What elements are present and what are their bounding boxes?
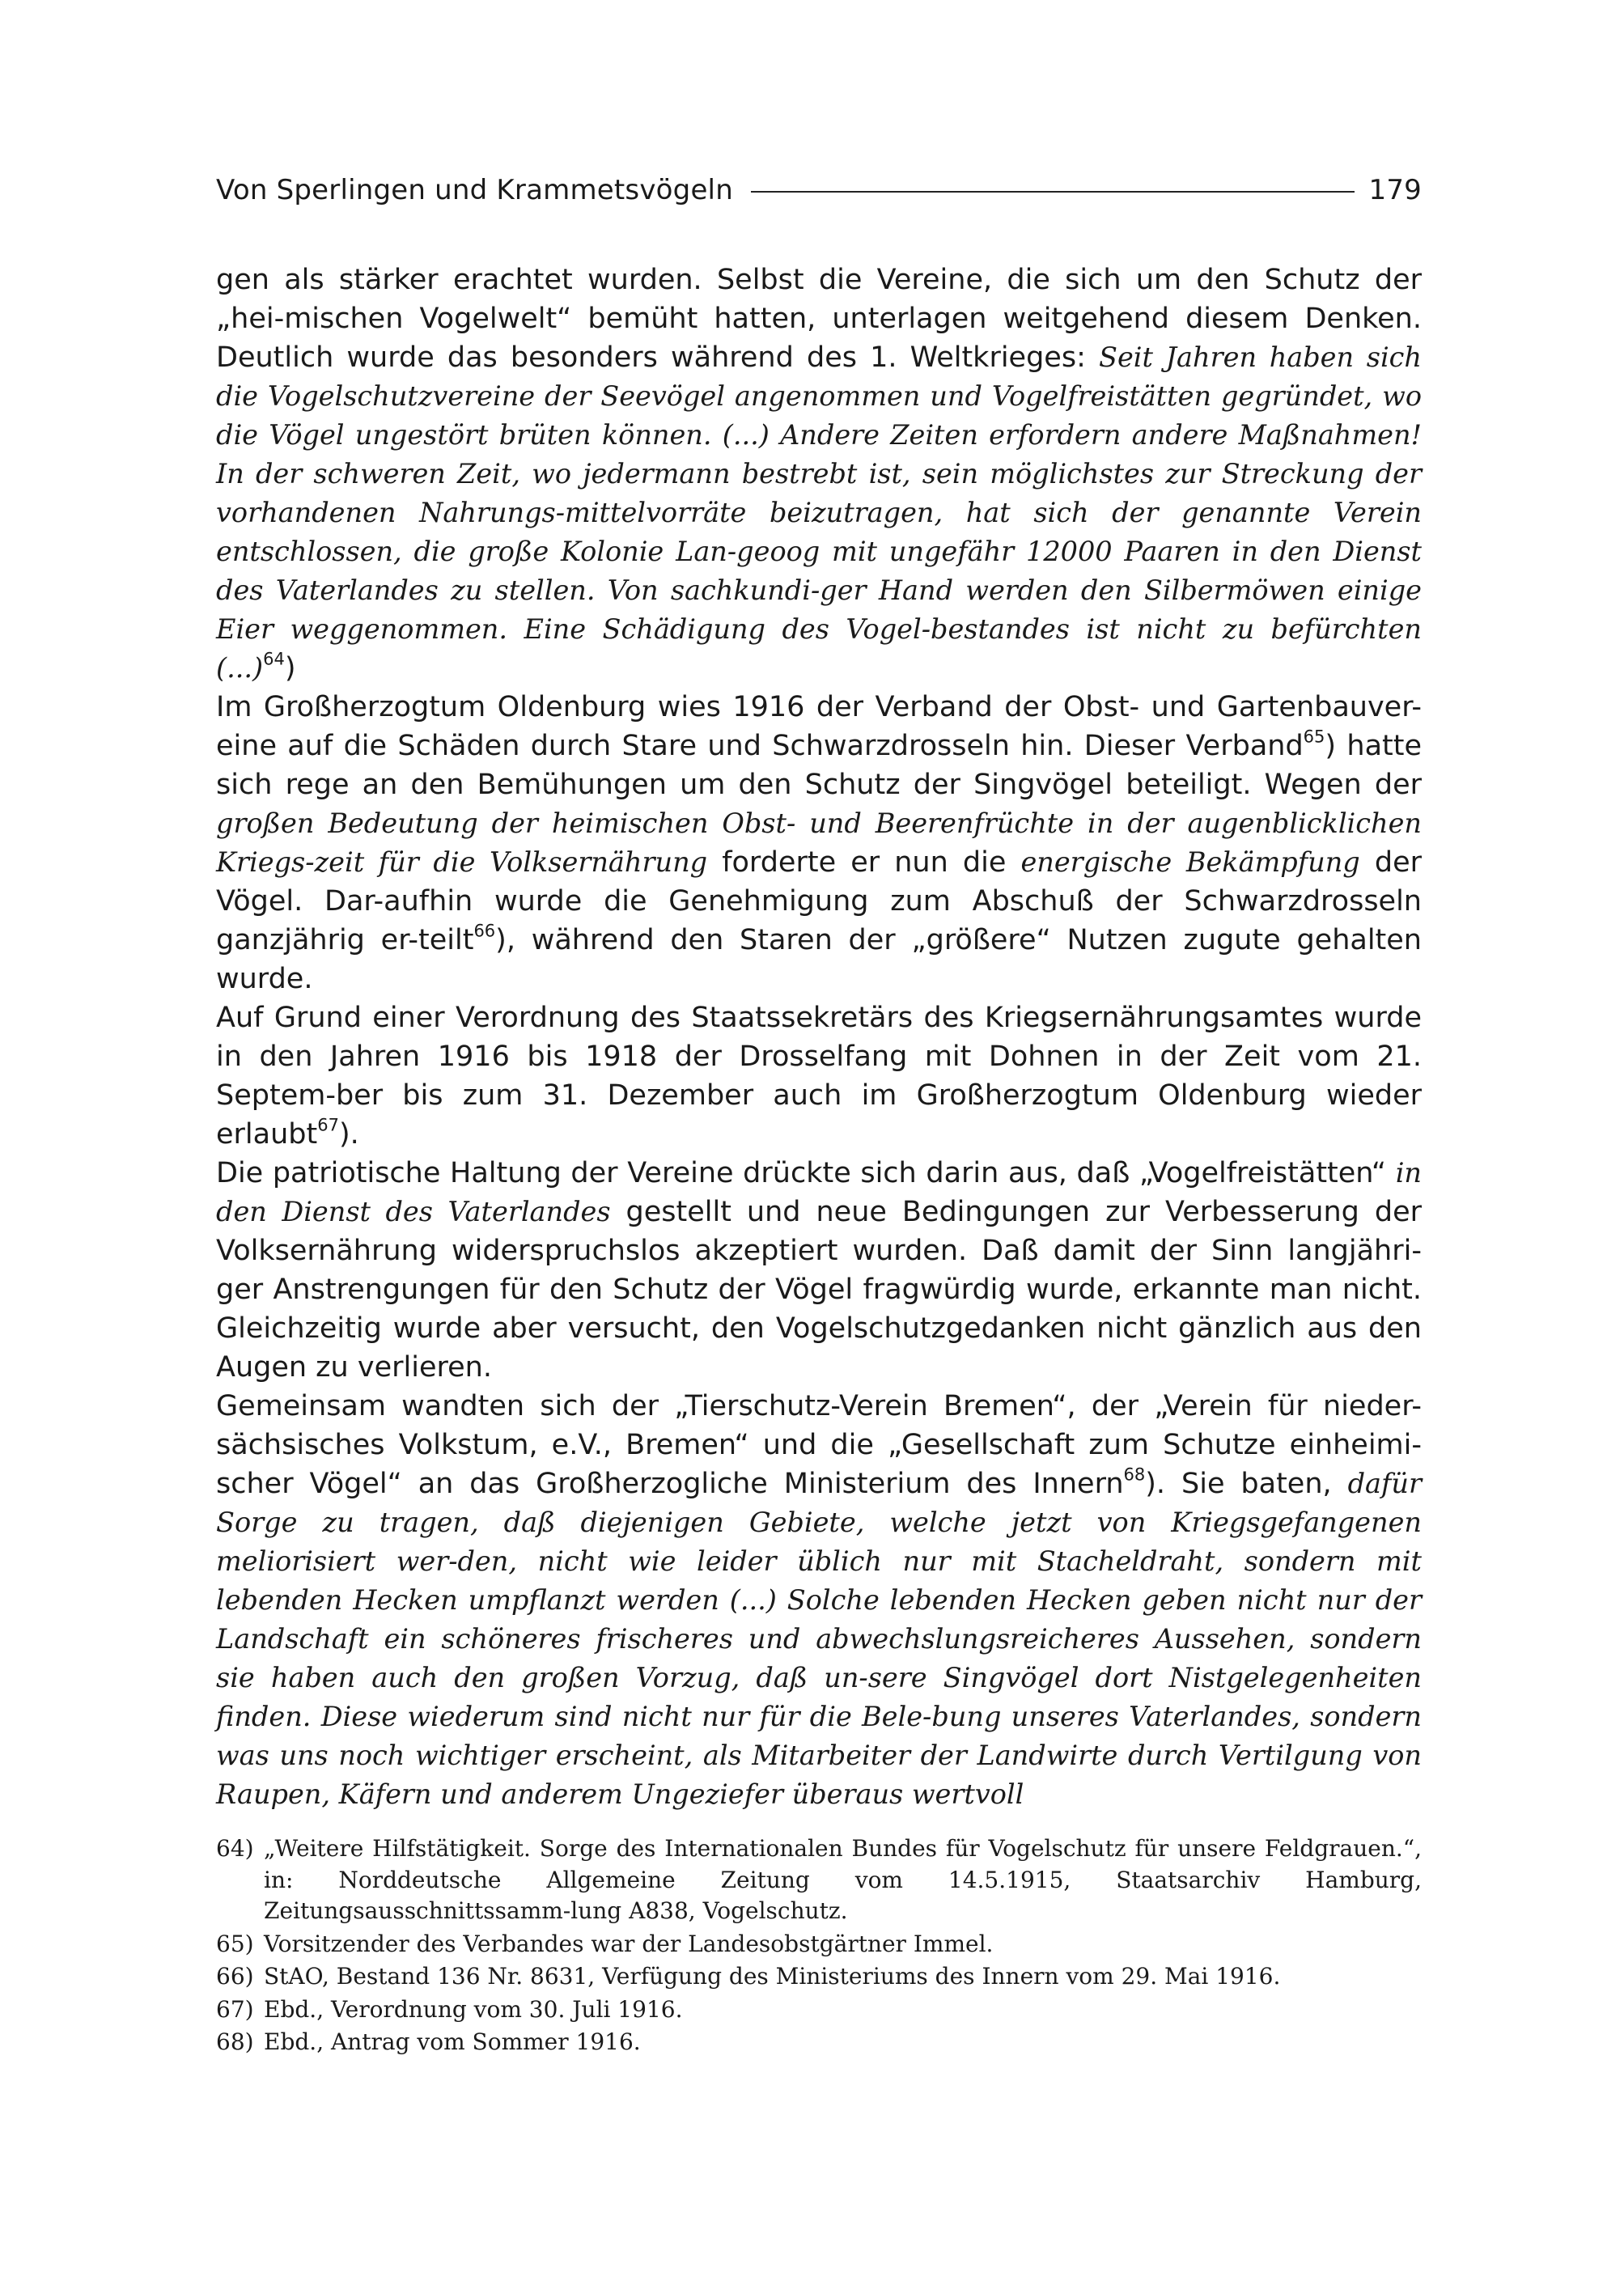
running-header <box>216 170 1422 210</box>
text-run: ). <box>338 1118 359 1151</box>
footnote-number: 67) <box>216 1995 254 2023</box>
footnote-text: „Weitere Hilfstätigkeit. Sorge des Internationalen Bundes für Vogelschutz für unsere Feldgrauen.“, in: Norddeutsche Allgemeine Zeitung vom 14.5.1915, Staatsarchiv Hamburg, Zeitungsausschnittssamm-lung A838, Vogelschutz. <box>264 1835 1422 1924</box>
footnote-number: 64) <box>216 1835 254 1862</box>
paragraph-3 <box>216 998 1422 1154</box>
paragraph-1 <box>216 261 1422 688</box>
footnote-67 <box>216 1994 1422 2026</box>
footnote-text: Vorsitzender des Verbandes war der Landesobstgärtner Immel. <box>264 1930 994 1957</box>
text-run: gen als stärker erachtet wurden. Selbst die Vereine, die sich um den Schutz der „hei-mischen Vogelwelt“ bemüht hatten, unterlagen weitgehend diesem Denken. Deutlich wurde das besonders während des 1. Weltkrieges: <box>216 264 1422 374</box>
footnote-ref-67: 67 <box>317 1115 339 1135</box>
footnote-number: 68) <box>216 2028 254 2055</box>
running-title: Von Sperlingen und Krammetsvögeln <box>216 174 733 206</box>
paragraph-2 <box>216 688 1422 998</box>
quote-italic: Seit Jahren haben sich die Vogelschutzvereine der Seevögel angenommen und Vogelfreistätten gegründet, wo die Vögel ungestört brüten können. (...) Andere Zeiten erfordern andere Maßnahmen! In der schweren Zeit, wo jedermann bestrebt ist, sein möglichstes zur Streckung der vorhandenen Nahrungs-mittelvorräte beizutragen, hat sich der genannte Verein entschlossen, die große Kolonie Lan-geoog mit ungefähr 12000 Paaren in den Dienst des Vaterlandes zu stellen. Von sachkundi-ger Hand werden den Silbermöwen einige Eier weggenommen. Eine Schädigung des Vogel-bestandes ist nicht zu befürchten (...) <box>216 341 1422 684</box>
text-run: gestellt und neue Bedingungen zur Verbesserung der Volksernährung widerspruchslos akzeptiert wurden. Daß damit der Sinn langjähri-ger Anstrengungen für den Schutz der Vögel fragwürdig wurde, erkannte man nicht. Gleichzeitig wurde aber versucht, den Vogelschutzgedanken nicht gänzlich aus den Augen zu verlieren. <box>216 1196 1422 1384</box>
text-run: Die patriotische Haltung der Vereine drückte sich darin aus, daß „Vogelfreistätten“ <box>216 1157 1396 1189</box>
quote-italic: dafür Sorge zu tragen, daß diejenigen Gebiete, welche jetzt von Kriegsgefangenen meliorisiert wer-den, nicht wie leider üblich nur mit Stacheldraht, sondern mit lebenden Hecken umpflanzt werden (...) Solche lebenden Hecken geben nicht nur der Landschaft ein schöneres frischeres und abwechslungsreicheres Aussehen, sondern sie haben auch den großen Vorzug, daß un-sere Singvögel dort Nistgelegenheiten finden. Diese wiederum sind nicht nur für die Bele-bung unseres Vaterlandes, sondern was uns noch wichtiger erscheint, als Mitarbeiter der Landwirte durch Vertilgung von Raupen, Käfern und anderem Ungeziefer überaus wertvoll <box>216 1468 1422 1810</box>
footnote-68 <box>216 2027 1422 2058</box>
text-run: forderte er nun die <box>707 846 1021 879</box>
footnote-ref-65: 65 <box>1303 727 1325 747</box>
footnotes <box>216 1833 1422 2058</box>
text-run: ), während den Staren der „größere“ Nutzen zugute gehalten wurde. <box>216 924 1422 995</box>
quote-italic: großen Bedeutung der heimischen Obst- und Beerenfrüchte in der augenblicklichen Kriegs-zeit für die Volksernährung <box>216 807 1422 878</box>
footnote-66 <box>216 1961 1422 1993</box>
footnote-number: 65) <box>216 1930 254 1957</box>
footnote-text: Ebd., Antrag vom Sommer 1916. <box>264 2028 641 2055</box>
text-run: Im Großherzogtum Oldenburg wies 1916 der Verband der Obst- und Gartenbauver-eine auf die Schäden durch Stare und Schwarzdrosseln hin. Dieser Verband <box>216 691 1422 762</box>
paragraph-4 <box>216 1154 1422 1387</box>
footnote-65 <box>216 1929 1422 1960</box>
footnote-ref-68: 68 <box>1123 1464 1146 1485</box>
paragraph-5 <box>216 1387 1422 1814</box>
quote-italic: energische Bekämpfung <box>1020 846 1360 878</box>
quote-italic: in den Dienst des Vaterlandes <box>216 1157 1422 1227</box>
text-run: ) <box>284 652 296 685</box>
footnote-64 <box>216 1833 1422 1927</box>
footnote-ref-66: 66 <box>473 921 496 941</box>
main-text <box>216 261 1422 1814</box>
text-run: ) hatte sich rege an den Bemühungen um den Schutz der Singvögel beteiligt. Wegen der <box>216 730 1422 801</box>
header-rule <box>751 191 1355 193</box>
text-run: Gemeinsam wandten sich der „Tierschutz-Verein Bremen“, der „Verein für nieder-sächsisches Volkstum, e.V., Bremen“ und die „Gesellschaft zum Schutze einheimi-scher Vögel“ an das Großherzogliche Ministerium des Innern <box>216 1390 1422 1500</box>
footnote-text: Ebd., Verordnung vom 30. Juli 1916. <box>264 1995 683 2023</box>
text-run: ). Sie baten, <box>1145 1468 1348 1500</box>
text-run: Auf Grund einer Verordnung des Staatssekretärs des Kriegsernährungsamtes wurde in den Jahren 1916 bis 1918 der Drosselfang mit Dohnen in der Zeit vom 21. Septem-ber bis zum 31. Dezember auch im Großherzogtum Oldenburg wieder erlaubt <box>216 1002 1422 1151</box>
text-run: der Vögel. Dar-aufhin wurde die Genehmigung zum Abschuß der Schwarzdrosseln ganzjährig er-teilt <box>216 846 1422 956</box>
footnote-ref-64: 64 <box>263 649 285 669</box>
page-number: 179 <box>1368 174 1422 206</box>
footnote-number: 66) <box>216 1963 254 1990</box>
footnote-text: StAO, Bestand 136 Nr. 8631, Verfügung des Ministeriums des Innern vom 29. Mai 1916. <box>264 1963 1281 1990</box>
